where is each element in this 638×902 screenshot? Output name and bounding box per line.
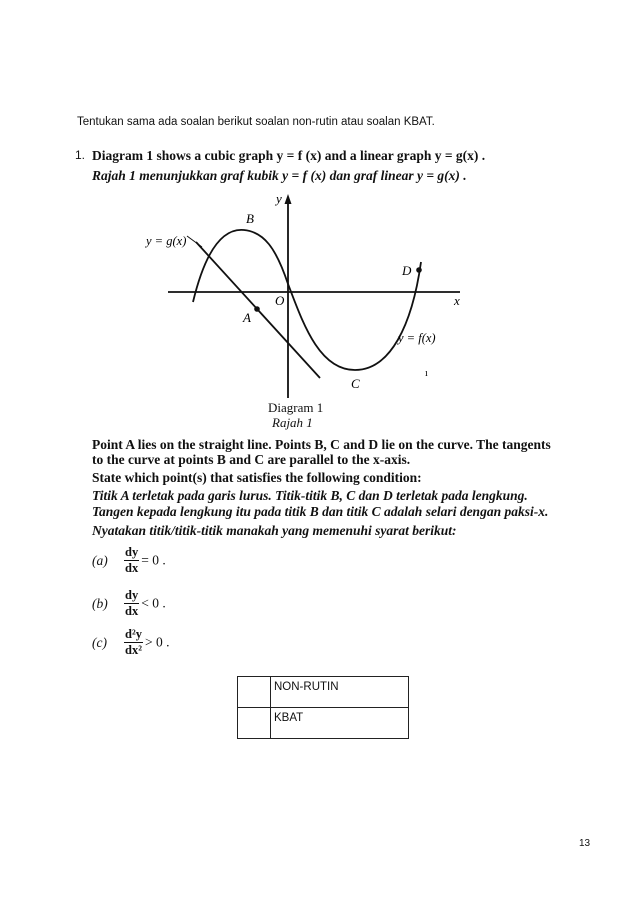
y-axis-arrow [285,194,292,204]
condition-relation: < 0 . [141,595,166,611]
fraction-numerator: d²y [125,627,142,641]
part-c [92,627,169,658]
condition-relation: = 0 . [141,552,166,568]
question-number: 1. [75,148,86,162]
diagram-caption-english: Diagram 1 [268,400,324,415]
fraction-denominator: dx [125,561,139,575]
non-rutin-checkbox[interactable] [238,677,271,708]
g-label-leader [187,236,202,247]
second-derivative-fraction [124,627,143,658]
y-axis-label: y [276,192,282,206]
condition-relation: > 0 . [144,634,170,650]
origin-label: O [275,293,285,308]
point-d-dot [416,267,422,273]
table-row [238,708,409,739]
point-a-label: A [243,310,251,325]
derivative-fraction [124,588,139,619]
instruction-text: Tentukan sama ada soalan berikut soalan non-rutin atau soalan KBAT. [77,116,435,128]
body-english-3: State which point(s) that satisfies the following condition: [92,470,422,485]
point-b-label: B [246,211,254,226]
point-d-label: D [402,263,412,278]
table-row [238,677,409,708]
cubic-linear-diagram [140,192,460,398]
cubic-curve-f [193,230,421,370]
fraction-denominator: dx² [125,643,142,657]
fraction-denominator: dx [125,604,139,618]
body-malay-2: Tangen kepada lengkung itu pada titik B dan titik C adalah selari dengan paksi-x. [92,504,549,519]
part-label: (c) [92,634,107,650]
body-english-2: to the curve at points B and C are parallel to the x-axis. [92,452,411,467]
derivative-fraction [124,545,139,576]
stray-mark: ı [425,368,428,379]
point-c-label: C [351,376,360,391]
body-english-1: Point A lies on the straight line. Points B, C and D lie on the curve. The tangents [92,437,551,452]
question-malay: Rajah 1 menunjukkan graf kubik y = f (x) dan graf linear y = g(x) . [92,168,467,183]
body-malay-1: Titik A terletak pada garis lurus. Titik-titik B, C dan D terletak pada lengkung. [92,488,528,503]
part-label: (a) [92,552,108,568]
kbat-checkbox[interactable] [238,708,271,739]
kbat-label: KBAT [271,708,409,739]
part-label: (b) [92,595,108,611]
page-number: 13 [579,838,591,849]
classification-table [237,676,409,739]
non-rutin-label: NON-RUTIN [271,677,409,708]
fraction-numerator: dy [125,588,139,602]
x-axis-label: x [454,293,460,308]
fraction-numerator: dy [125,545,139,559]
point-a-dot [254,306,260,312]
part-b [92,588,166,619]
body-malay-3: Nyatakan titik/titik-titik manakah yang memenuhi syarat berikut: [92,523,457,538]
part-a [92,545,166,576]
g-label: y = g(x) [146,234,187,248]
diagram-caption-malay: Rajah 1 [272,415,313,430]
f-label: y = f(x) [398,331,436,345]
question-english: Diagram 1 shows a cubic graph y = f (x) and a linear graph y = g(x) . [92,148,486,163]
